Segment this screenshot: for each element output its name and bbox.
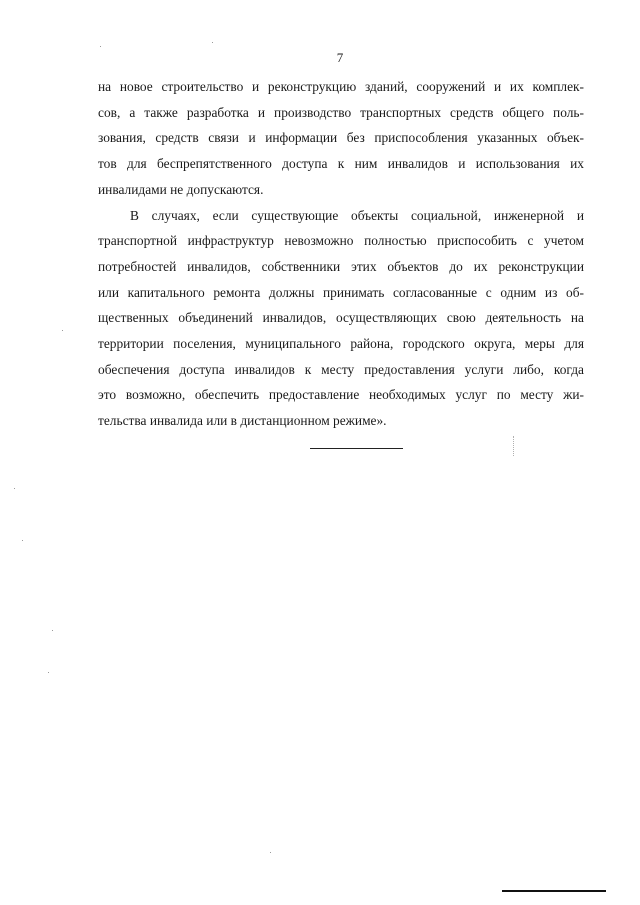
- page-number: 7: [336, 50, 344, 65]
- paragraph-line: сов, а также разработка и производство транспортных средств общего поль-: [98, 104, 584, 120]
- paragraph-line: В случаях, если существующие объекты социальной, инженерной и: [130, 207, 584, 223]
- paragraph-2: [98, 203, 584, 434]
- paragraph-line: это возможно, обеспечить предоставление необходимых услуг по месту жи-: [98, 387, 584, 403]
- scan-speck: [270, 852, 271, 853]
- paragraph-line: щественных объединений инвалидов, осуществляющих свою деятельность на: [98, 310, 584, 326]
- scan-speck: [100, 46, 101, 47]
- paragraph-1: [98, 74, 584, 203]
- paragraph-line: территории поселения, муниципального района, городского округа, меры для: [98, 336, 584, 352]
- paragraph-line: тов для беспрепятственного доступа к ним инвалидов и использования их: [98, 156, 584, 172]
- paragraph-line: на новое строительство и реконструкцию зданий, сооружений и их комплек-: [98, 79, 584, 94]
- paragraph-line: тельства инвалида или в дистанционном режиме».: [98, 413, 387, 429]
- scan-speck: [52, 630, 53, 631]
- scan-speck: [62, 330, 63, 331]
- scan-speck: [22, 540, 23, 541]
- scan-speck: [212, 42, 213, 43]
- corner-rule-mark: [502, 890, 606, 892]
- paragraph-line: зования, средств связи и информации без приспособления указанных объек-: [98, 130, 584, 146]
- scan-speck: [48, 672, 49, 673]
- paragraph-line: или капитального ремонта должны принимать согласованные с одним из об-: [98, 284, 584, 300]
- scan-speck: [14, 488, 15, 489]
- end-separator-line: [310, 448, 403, 449]
- paragraph-line: транспортной инфраструктур невозможно полностью приспособить с учетом: [98, 233, 584, 249]
- body-text: [98, 74, 584, 434]
- paragraph-line: потребностей инвалидов, собственники этих объектов до их реконструкции: [98, 258, 584, 274]
- paragraph-line: обеспечения доступа инвалидов к месту предоставления услуги либо, когда: [98, 361, 584, 377]
- scan-artifact: [513, 436, 515, 456]
- paragraph-line: инвалидами не допускаются.: [98, 181, 264, 197]
